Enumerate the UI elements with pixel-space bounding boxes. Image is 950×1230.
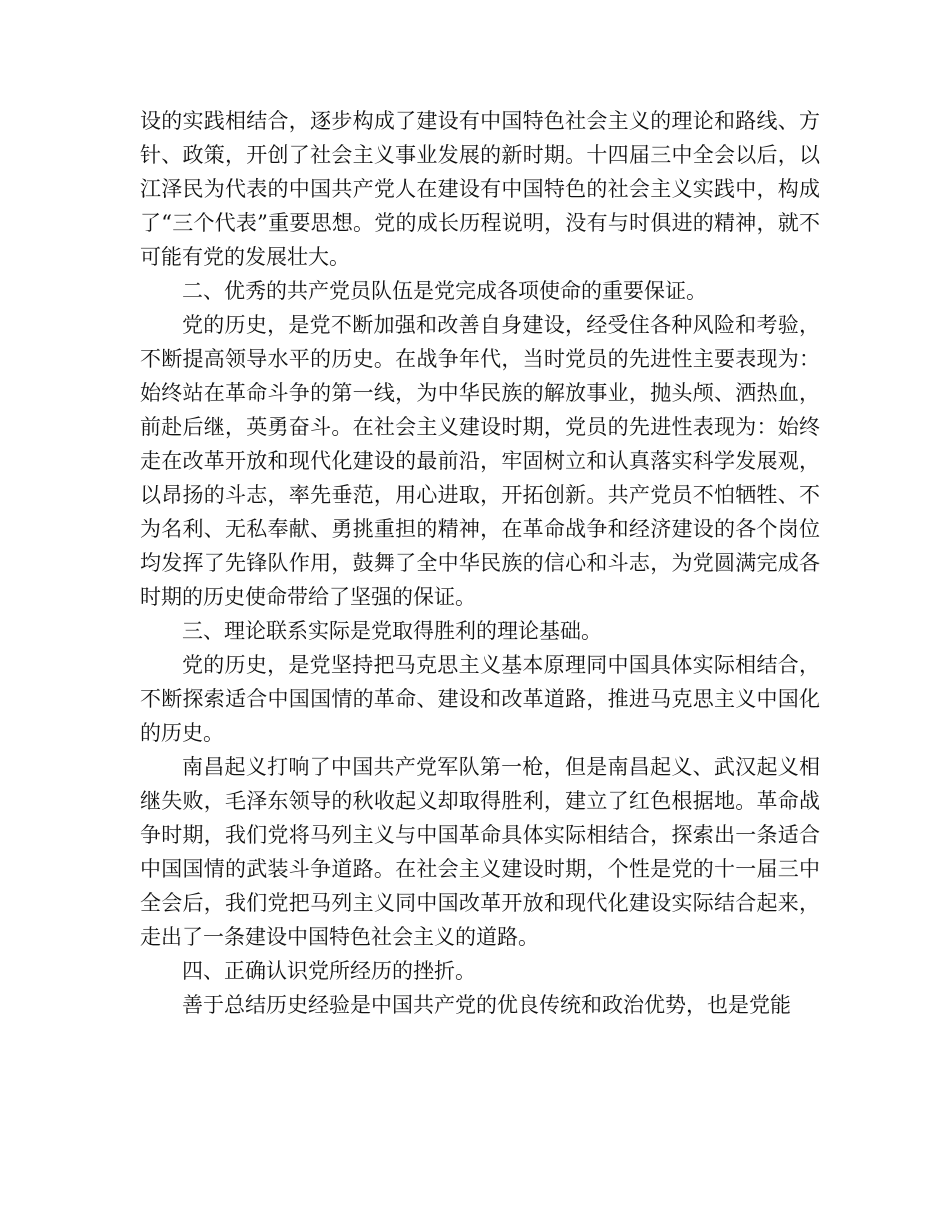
paragraph-party-building: 党的历史，是党不断加强和改善自身建设，经受住各种风险和考验，不断提高领导水平的历史。在战争年代，当时党员的先进性主要表现为：始终站在革命斗争的第一线，为中华民族的解放事业，抛头颅、洒热血，前赴后继，英勇奋斗。在社会主义建设时期，党员的先进性表现为：始终走在改革开放和现代化建设的最前沿，牢固树立和认真落实科学发展观，以昂扬的斗志，率先垂范，用心进取，开拓创新。共产党员不怕牺牲、不为名利、无私奉献、勇挑重担的精神，在革命战争和经济建设的各个岗位均发挥了先锋队作用，鼓舞了全中华民族的信心和斗志，为党圆满完成各时期的历史使命带给了坚强的保证。 bbox=[140, 313, 820, 609]
paragraph-history-experience: 善于总结历史经验是中国共产党的优良传统和政治优势，也是党能 bbox=[182, 993, 791, 1017]
section-heading-3: 三、理论联系实际是党取得胜利的理论基础。 bbox=[182, 619, 602, 643]
paragraph-continuation: 设的实践相结合，逐步构成了建设有中国特色社会主义的理论和路线、方针、政策，开创了社会主义事业发展的新时期。十四届三中全会以后，以江泽民为代表的中国共产党人在建设有中国特色的社会主义实践中，构成了“三个代表”重要思想。党的成长历程说明，没有与时俱进的精神，就不可能有党的发展壮大。 bbox=[140, 109, 820, 269]
paragraph-theory-practice: 党的历史，是党坚持把马克思主义基本原理同中国具体实际相结合，不断探索适合中国国情的革命、建设和改革道路，推进马克思主义中国化的历史。 bbox=[140, 653, 820, 745]
paragraph-nanchang-uprising: 南昌起义打响了中国共产党军队第一枪，但是南昌起义、武汉起义相继失败，毛泽东领导的秋收起义却取得胜利，建立了红色根据地。革命战争时期，我们党将马列主义与中国革命具体实际相结合，探索出一条适合中国国情的武装斗争道路。在社会主义建设时期，个性是党的十一届三中全会后，我们党把马列主义同中国改革开放和现代化建设实际结合起来，走出了一条建设中国特色社会主义的道路。 bbox=[140, 755, 820, 949]
section-heading-2: 二、优秀的共产党员队伍是党完成各项使命的重要保证。 bbox=[182, 279, 707, 303]
section-heading-4: 四、正确认识党所经历的挫折。 bbox=[182, 959, 476, 983]
document-page bbox=[140, 104, 820, 1022]
